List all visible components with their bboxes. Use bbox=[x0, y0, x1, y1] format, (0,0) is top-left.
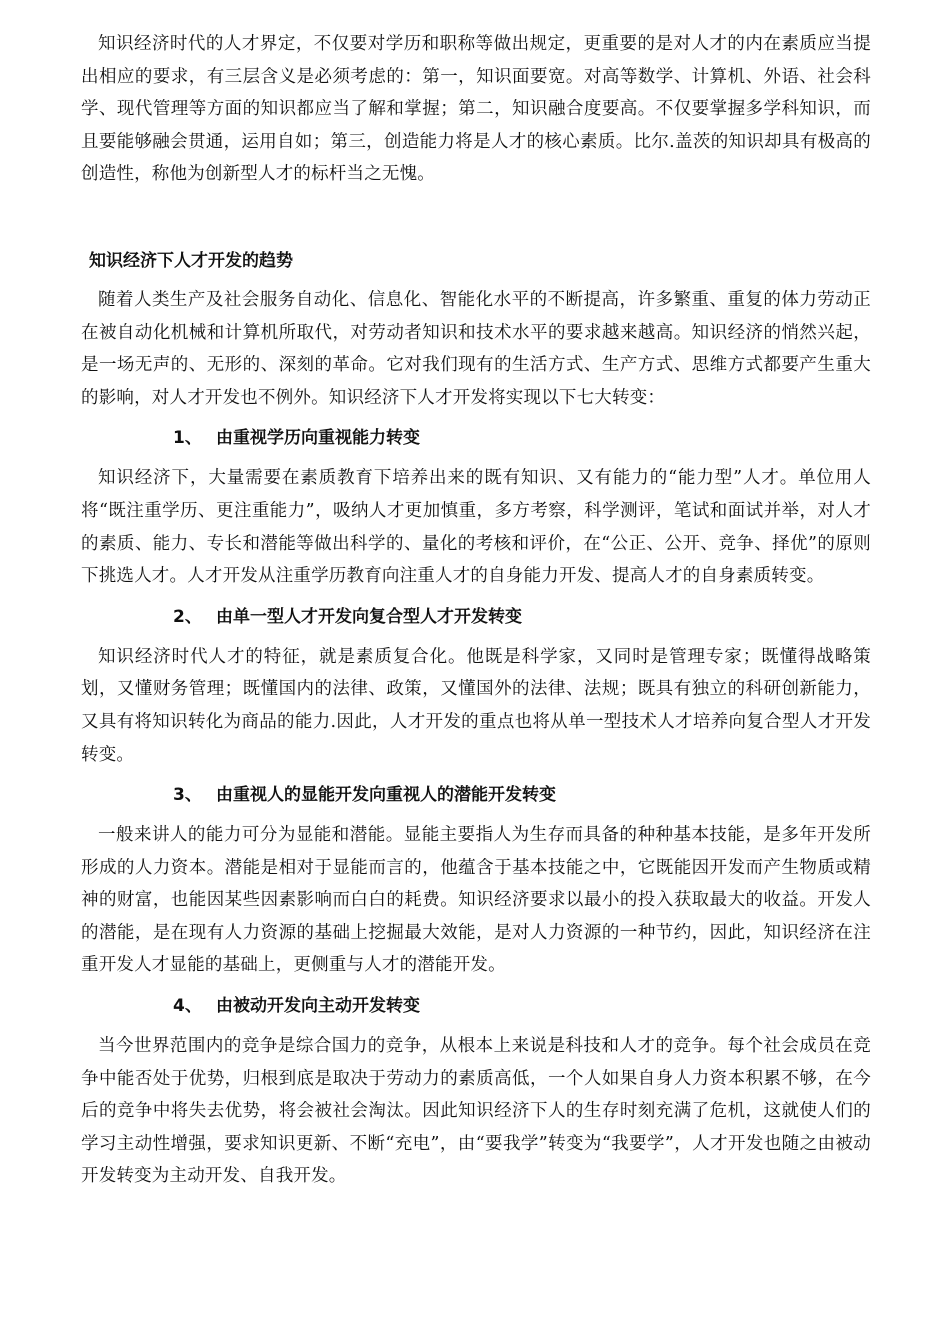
item-number: 1、 bbox=[173, 428, 202, 449]
item-body-3: 一般来讲人的能力可分为显能和潜能。显能主要指人为生存而具备的种种基本技能，是多年开发所形成的人力资本。潜能是相对于显能而言的，他蕴含于基本技能之中，它既能因开发而产生物质或精神的财富，也能因某些因素影响而白白的耗费。知识经济要求以最小的投入获取最大的收益。开发人的潜能，是在现有人力资源的基础上挖掘最大效能，是对人力资源的一种节约，因此，知识经济在注重开发人才显能的基础上，更侧重与人才的潜能开发。 bbox=[81, 825, 871, 976]
item-heading-text: 由重视学历向重视能力转变 bbox=[216, 428, 420, 449]
item-heading-2 bbox=[173, 605, 871, 629]
item-heading-text: 由单一型人才开发向复合型人才开发转变 bbox=[216, 606, 522, 627]
item-heading-text: 由重视人的显能开发向重视人的潜能开发转变 bbox=[216, 785, 556, 806]
item-heading-1 bbox=[173, 426, 871, 450]
item-body-2: 知识经济时代人才的特征，就是素质复合化。他既是科学家，又同时是管理专家；既懂得战略策划，又懂财务管理；既懂国内的法律、政策，又懂国外的法律、法规；既具有独立的科研创新能力，又具有将知识转化为商品的能力.因此，人才开发的重点也将从单一型技术人才培养向复合型人才开发转变。 bbox=[81, 646, 871, 765]
item-heading-3 bbox=[173, 783, 871, 807]
item-number: 4、 bbox=[173, 996, 202, 1017]
section-intro-paragraph: 随着人类生产及社会服务自动化、信息化、智能化水平的不断提高，许多繁重、重复的体力劳动正在被自动化机械和计算机所取代，对劳动者知识和技术水平的要求越来越高。知识经济的悄然兴起，是一场无声的、无形的、深刻的革命。它对我们现有的生活方式、生产方式、思维方式都要产生重大的影响，对人才开发也不例外。知识经济下人才开发将实现以下七大转变： bbox=[81, 289, 871, 408]
item-number: 2、 bbox=[173, 606, 202, 627]
document-page bbox=[81, 28, 871, 1193]
section-title: 知识经济下人才开发的趋势 bbox=[89, 250, 293, 271]
item-heading-text: 由被动开发向主动开发转变 bbox=[216, 996, 420, 1017]
item-body-1: 知识经济下，大量需要在素质教育下培养出来的既有知识、又有能力的“能力型”人才。单位用人将“既注重学历、更注重能力”，吸纳人才更加慎重，多方考察，科学测评，笔试和面试并举，对人才的素质、能力、专长和潜能等做出科学的、量化的考核和评价，在“公正、公开、竞争、择优”的原则下挑选人才。人才开发从注重学历教育向注重人才的自身能力开发、提高人才的自身素质转变。 bbox=[81, 468, 871, 587]
item-body-4: 当今世界范围内的竞争是综合国力的竞争，从根本上来说是科技和人才的竞争。每个社会成员在竞争中能否处于优势，归根到底是取决于劳动力的素质高低，一个人如果自身人力资本积累不够，在今后的竞争中将失去优势，将会被社会淘汰。因此知识经济下人的生存时刻充满了危机，这就使人们的学习主动性增强，要求知识更新、不断“充电”，由“要我学”转变为“我要学”，人才开发也随之由被动开发转变为主动开发、自我开发。 bbox=[81, 1036, 871, 1187]
item-number: 3、 bbox=[173, 785, 202, 806]
intro-paragraph: 知识经济时代的人才界定，不仅要对学历和职称等做出规定，更重要的是对人才的内在素质应当提出相应的要求，有三层含义是必须考虑的：第一，知识面要宽。对高等数学、计算机、外语、社会科学、现代管理等方面的知识都应当了解和掌握；第二，知识融合度要高。不仅要掌握多学科知识，而且要能够融会贯通，运用自如；第三，创造能力将是人才的核心素质。比尔.盖茨的知识却具有极高的创造性，称他为创新型人才的标杆当之无愧。 bbox=[81, 34, 871, 185]
item-heading-4 bbox=[173, 994, 871, 1018]
